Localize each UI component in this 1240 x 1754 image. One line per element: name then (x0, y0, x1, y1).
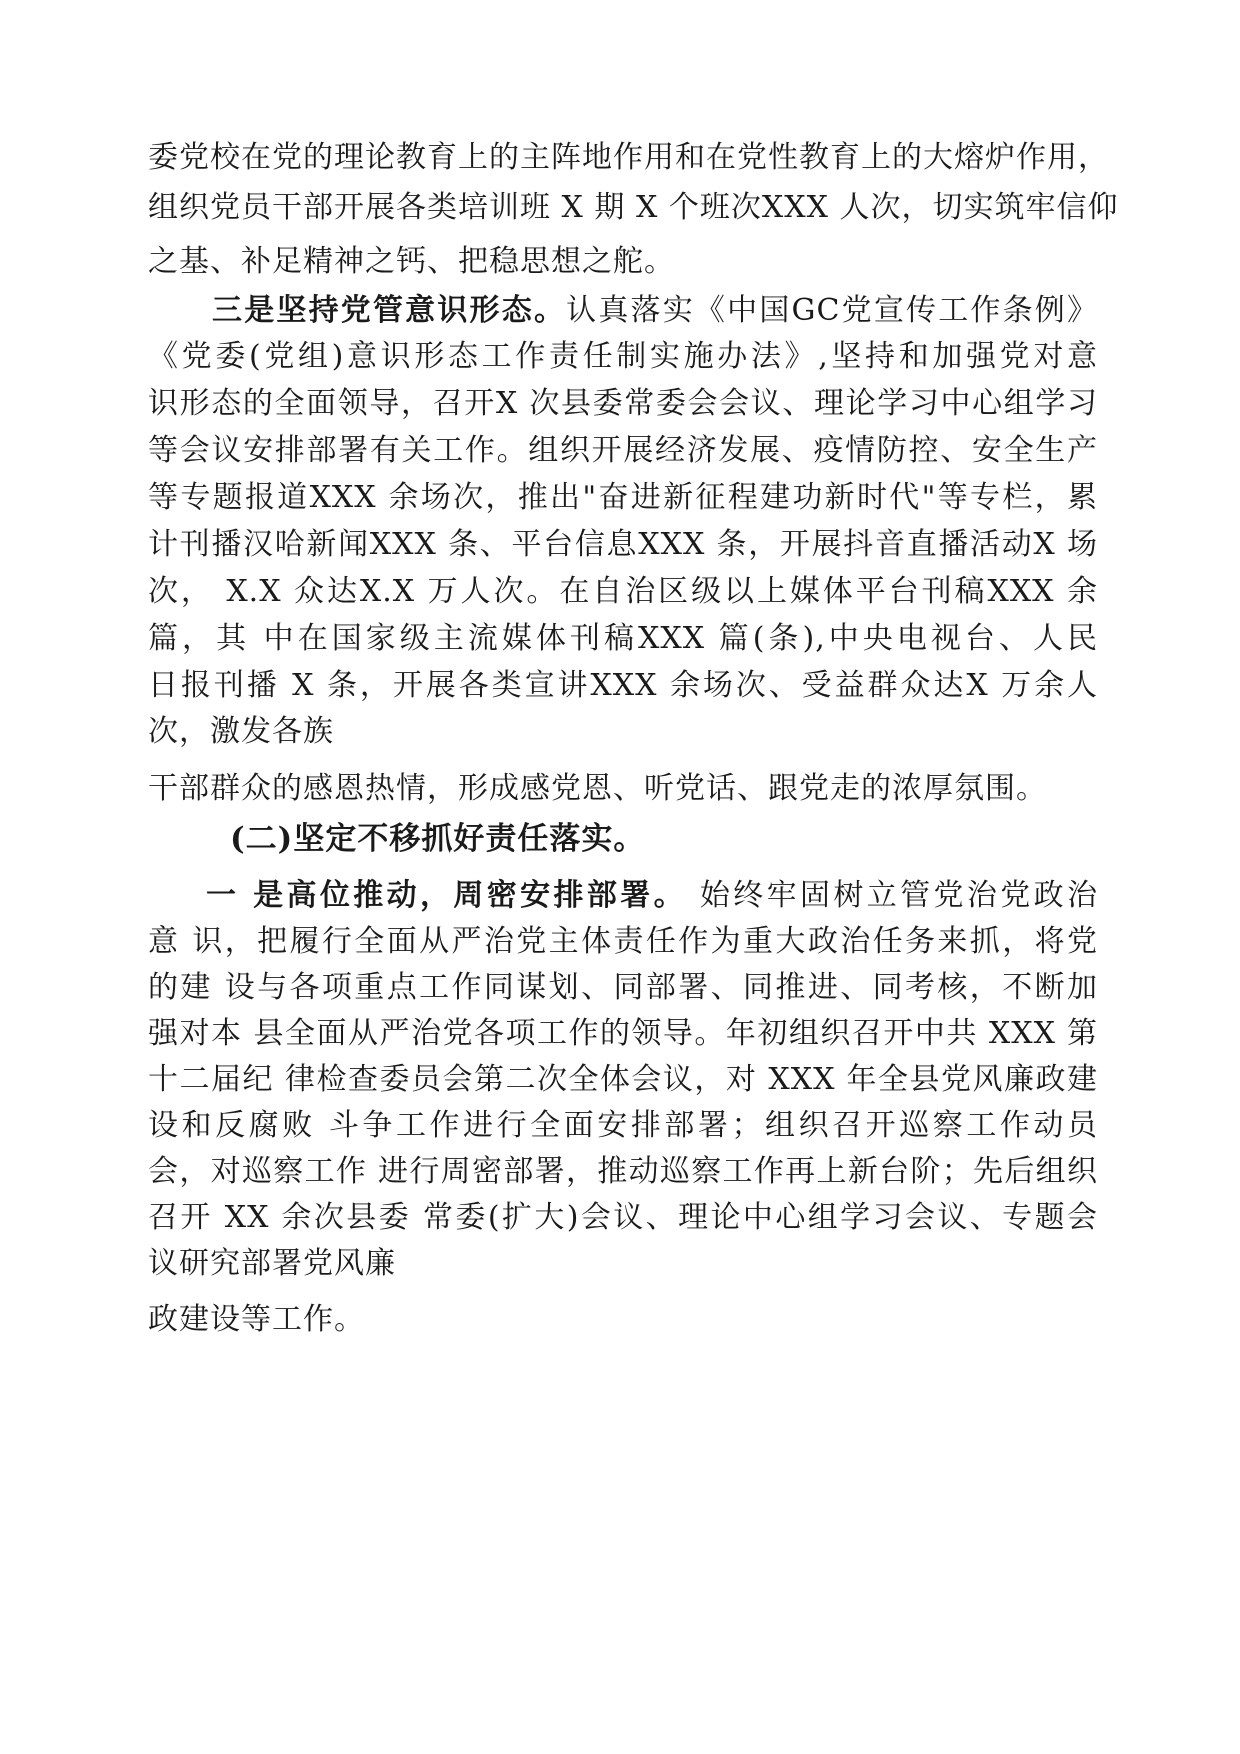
paragraph-lead: 一 是高位推动，周密安排部署。 (206, 878, 687, 913)
text-line: 日报刊播 X 条，开展各类宣讲XXX 余场次、受益群众达X 万余人 (148, 668, 1098, 703)
text-span: 始终牢固树立管党治党政治 (687, 878, 1098, 913)
text-line: 组织党员干部开展各类培训班 X 期 X 个班次XXX 人次，切实筑牢信仰 (148, 190, 1119, 225)
text-line: 次，激发各族 (148, 714, 334, 749)
text-line: 意 识，把履行全面从严治党主体责任作为重大政治任务来抓，将党 (148, 924, 1098, 959)
text-line: 强对本 县全面从严治党各项工作的领导。年初组织召开中共 XXX 第 (148, 1016, 1098, 1051)
text-line: 识形态的全面领导，召开X 次县委常委会会议、理论学习中心组学习 (148, 386, 1098, 421)
text-line: 篇，其 中在国家级主流媒体刊稿XXX 篇(条),中央电视台、人民 (148, 621, 1098, 656)
paragraph-first-line (212, 291, 1098, 331)
text-line: 干部群众的感恩热情，形成感党恩、听党话、跟党走的浓厚氛围。 (148, 771, 1047, 806)
text-line: 委党校在党的理论教育上的主阵地作用和在党性教育上的大熔炉作用， (148, 140, 1109, 175)
text-line: 召开 XX 余次县委 常委(扩大)会议、理论中心组学习会议、专题会 (148, 1200, 1098, 1235)
text-line: 次， X.X 众达X.X 万人次。在自治区级以上媒体平台刊稿XXX 余 (148, 574, 1098, 609)
text-line: 之基、补足精神之钙、把稳思想之舵。 (148, 244, 675, 279)
text-line: 等专题报道XXX 余场次，推出"奋进新征程建功新时代"等专栏，累 (148, 480, 1098, 515)
text-line: 议研究部署党风廉 (148, 1246, 396, 1281)
paragraph-lead: 三是坚持党管意识形态。 (212, 293, 567, 328)
text-span: 认真落实《中国GC党宣传工作条例》 (566, 293, 1099, 328)
text-line: 十二届纪 律检查委员会第二次全体会议，对 XXX 年全县党风廉政建 (148, 1062, 1098, 1097)
text-line: 政建设等工作。 (148, 1302, 365, 1337)
text-line: 等会议安排部署有关工作。组织开展经济发展、疫情防控、安全生产 (148, 433, 1098, 468)
text-line: 计刊播汉哈新闻XXX 条、平台信息XXX 条，开展抖音直播活动X 场 (148, 527, 1098, 562)
text-line: 《党委(党组)意识形态工作责任制实施办法》,坚持和加强党对意 (148, 339, 1098, 374)
text-line: 设和反腐败 斗争工作进行全面安排部署；组织召开巡察工作动员 (148, 1108, 1098, 1143)
paragraph-first-line (206, 876, 1098, 916)
text-line: 的建 设与各项重点工作同谋划、同部署、同推进、同考核，不断加 (148, 970, 1098, 1005)
text-line: 会，对巡察工作 进行周密部署，推动巡察工作再上新台阶；先后组织 (148, 1154, 1098, 1189)
section-heading: (二)坚定不移抓好责任落实。 (230, 821, 646, 857)
